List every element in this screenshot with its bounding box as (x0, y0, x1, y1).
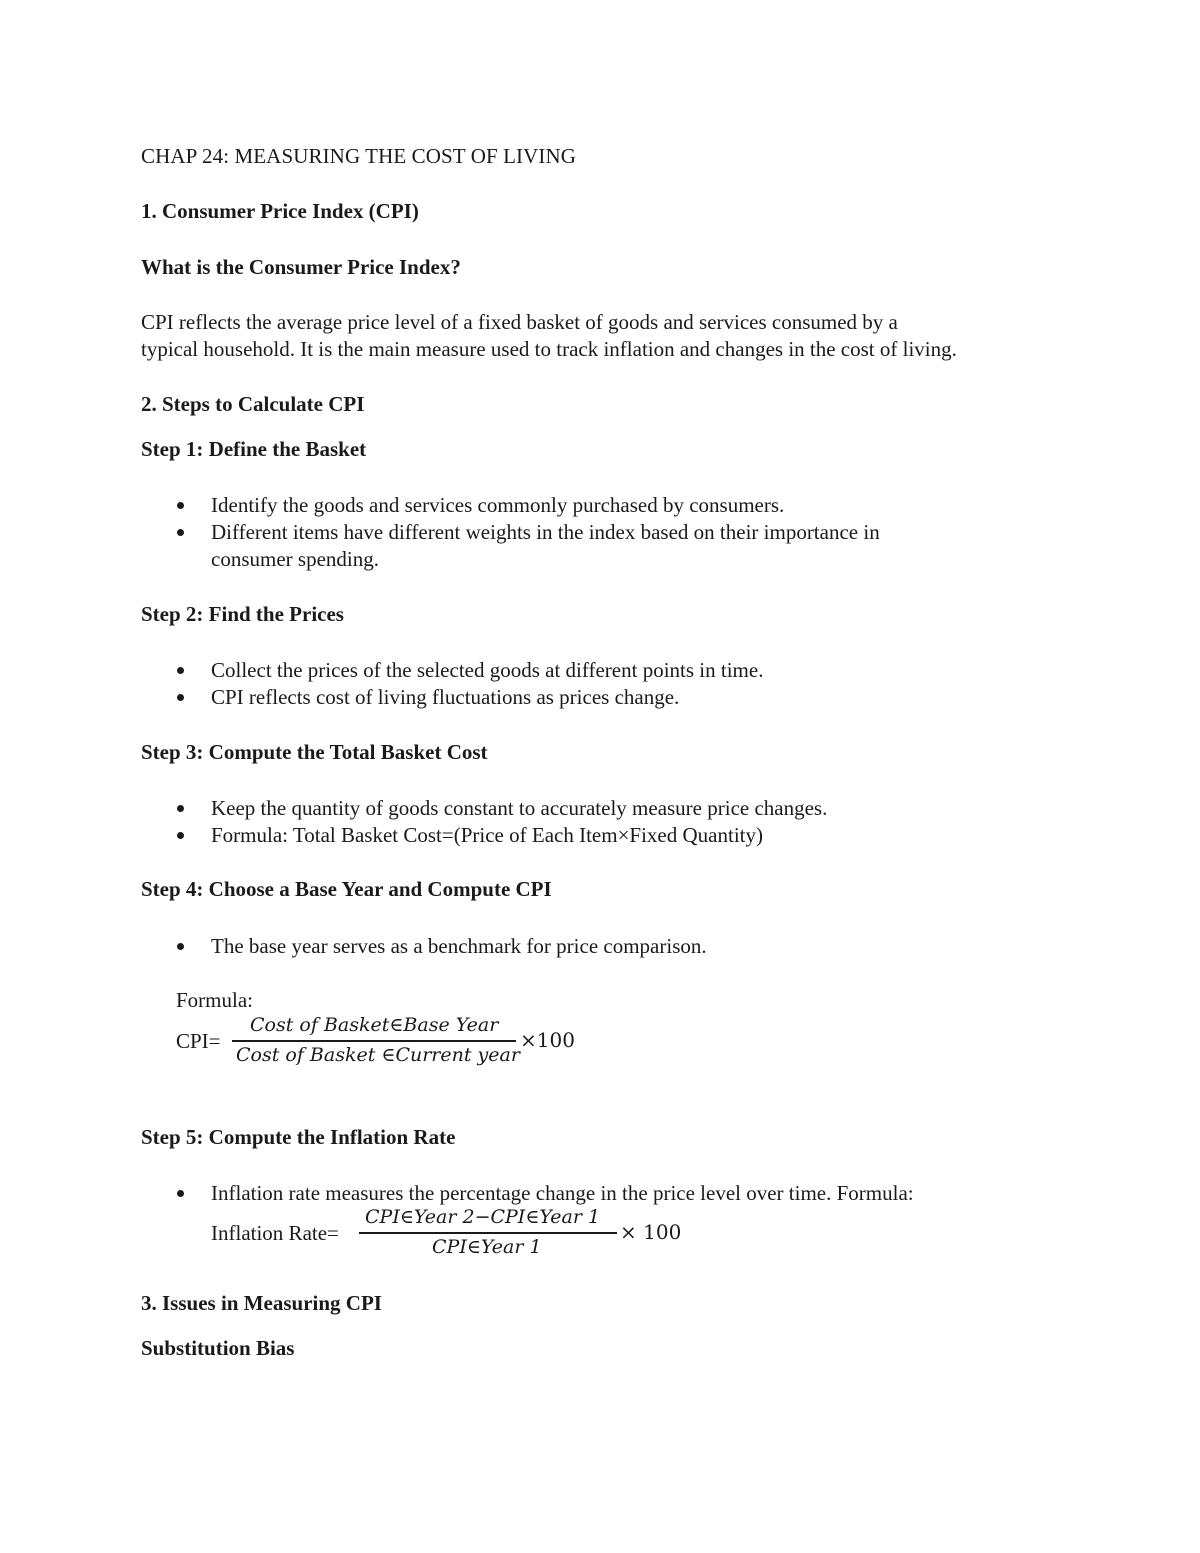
formula-label: Formula: (176, 988, 253, 1012)
section-heading-cpi: 1. Consumer Price Index (CPI) (141, 199, 419, 223)
bullet-icon (177, 805, 184, 812)
fraction-bar (359, 1232, 617, 1234)
list-item: Keep the quantity of goods constant to accurately measure price changes. (211, 796, 828, 820)
list-item: The base year serves as a benchmark for price comparison. (211, 934, 707, 958)
bullet-icon (177, 943, 184, 950)
subheading-substitution-bias: Substitution Bias (141, 1336, 295, 1360)
subheading-what-is-cpi: What is the Consumer Price Index? (141, 255, 461, 279)
formula-multiplier: × 100 (620, 1220, 682, 1244)
formula-multiplier: ×100 (520, 1028, 575, 1052)
list-item: CPI reflects cost of living fluctuations as prices change. (211, 685, 680, 709)
list-item: Different items have different weights in the index based on their importance in (211, 520, 880, 544)
bullet-icon (177, 1190, 184, 1197)
paragraph-line: typical household. It is the main measure used to track inflation and changes in the cost of living. (141, 337, 957, 361)
formula-denominator: CPI∈Year 1 (432, 1236, 542, 1258)
step-5-heading: Step 5: Compute the Inflation Rate (141, 1125, 456, 1149)
section-heading-issues: 3. Issues in Measuring CPI (141, 1291, 382, 1315)
bullet-icon (177, 832, 184, 839)
page-title: CHAP 24: MEASURING THE COST OF LIVING (141, 144, 577, 168)
list-item-continuation: consumer spending. (211, 547, 379, 571)
formula-numerator: Cost of Basket∈Base Year (250, 1014, 499, 1036)
step-4-heading: Step 4: Choose a Base Year and Compute CPI (141, 877, 552, 901)
bullet-icon (177, 667, 184, 674)
formula-numerator: CPI∈Year 2−CPI∈Year 1 (365, 1206, 601, 1228)
step-2-heading: Step 2: Find the Prices (141, 602, 344, 626)
step-3-heading: Step 3: Compute the Total Basket Cost (141, 740, 488, 764)
list-item: Formula: Total Basket Cost=(Price of Each Item×Fixed Quantity) (211, 823, 763, 847)
paragraph-line: CPI reflects the average price level of a fixed basket of goods and services consumed by a (141, 310, 898, 334)
section-heading-steps: 2. Steps to Calculate CPI (141, 392, 365, 416)
formula-denominator: Cost of Basket ∈Current year (236, 1044, 520, 1066)
list-item: Inflation rate measures the percentage change in the price level over time. Formula: (211, 1181, 914, 1205)
bullet-icon (177, 529, 184, 536)
list-item: Collect the prices of the selected goods at different points in time. (211, 658, 764, 682)
bullet-icon (177, 694, 184, 701)
formula-lhs: Inflation Rate= (211, 1221, 339, 1245)
bullet-icon (177, 502, 184, 509)
step-1-heading: Step 1: Define the Basket (141, 437, 367, 461)
formula-lhs: CPI= (176, 1029, 221, 1053)
list-item: Identify the goods and services commonly purchased by consumers. (211, 493, 785, 517)
fraction-bar (232, 1040, 516, 1042)
